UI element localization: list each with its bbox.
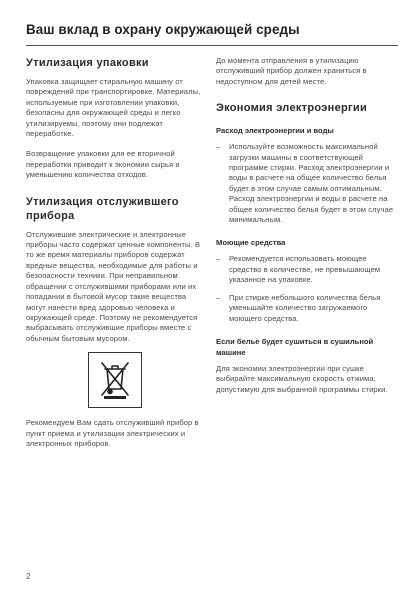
bullet-dash: – bbox=[216, 142, 221, 152]
packaging-heading: Утилизация упаковки bbox=[26, 57, 149, 69]
page-title: Ваш вклад в охрану окружающей среды bbox=[26, 22, 300, 37]
detergent-heading: Моющие средства bbox=[216, 238, 286, 248]
bullet-dash: – bbox=[216, 292, 221, 302]
packaging-paragraph-1: Упаковка защищает стиральную машину от повреждений при транспортировке. Материалы, используемые при изготовлении упаковки, безопасны для окружающей среды и легко утилизируемы, поэтому они подлежат переработке. bbox=[26, 77, 201, 139]
dryer-paragraph: Для экономии электроэнергии при сушке выбирайте максимальную скорость отжима, допустимую для выбранной программы стирки. bbox=[216, 363, 388, 394]
detergent-bullet-2-text: При стирке небольшого количества белья уменьшайте количество загружаемого моющего средства. bbox=[229, 292, 381, 323]
bullet-dash: – bbox=[216, 254, 221, 264]
crossed-out-wheelie-bin-icon bbox=[88, 352, 142, 408]
detergent-bullet-1-text: Рекомендуется использовать моющее средство в количестве, не превышающем указанное на упаковке. bbox=[229, 254, 381, 285]
water-bullet bbox=[216, 142, 398, 225]
title-divider bbox=[26, 45, 398, 46]
disposal-heading: Утилизация отслужившего прибора bbox=[26, 195, 179, 222]
disposal-paragraph-1: Отслужившие электрические и электронные приборы часто содержат ценные компоненты. В то же время материалы приборов содержат вредные вещества, необходимые для работы и безопасности техники. При неправильном обращении с отслужившими приборами или их попадании в бытовой мусор такие вещества могут нанести вред здоровью человека и окружающей среде. Поэтому не рекомендуется выбрасывать отслужившие приборы вместе с обычным бытовым мусором. bbox=[26, 229, 201, 343]
left-column bbox=[26, 56, 204, 449]
disposal-paragraph-2: Рекомендуем Вам сдать отслуживший прибор в пункт приема и утилизации электрических и электронных приборов. bbox=[26, 418, 199, 448]
water-bullet-text: Используйте возможность максимальной загрузки машины в соответствующей программе стирки. Расход электроэнергии и воды в расчете на общее количество белья будет в этом случае самым оптимальным. Расход электроэнергии и воды в расчете на общее количество белья будет в этом случае минимальным. bbox=[229, 142, 394, 225]
energy-heading: Экономия электроэнергии bbox=[216, 102, 368, 115]
detergent-bullet-1 bbox=[216, 254, 398, 285]
storage-paragraph: До момента отправления в утилизацию отслуживший прибор должен храниться в недоступном для детей месте. bbox=[216, 56, 367, 86]
right-column bbox=[216, 56, 398, 395]
detergent-bullet-2 bbox=[216, 293, 398, 324]
packaging-paragraph-2: Возвращение упаковки для ее вторичной переработки приводит к экономии сырья и уменьшению количества отходов. bbox=[26, 149, 180, 180]
page-number: 2 bbox=[26, 572, 31, 581]
dryer-heading: Если белье будет сушиться в сушильной машине bbox=[216, 336, 374, 357]
water-heading: Расход электроэнергии и воды bbox=[216, 126, 334, 136]
